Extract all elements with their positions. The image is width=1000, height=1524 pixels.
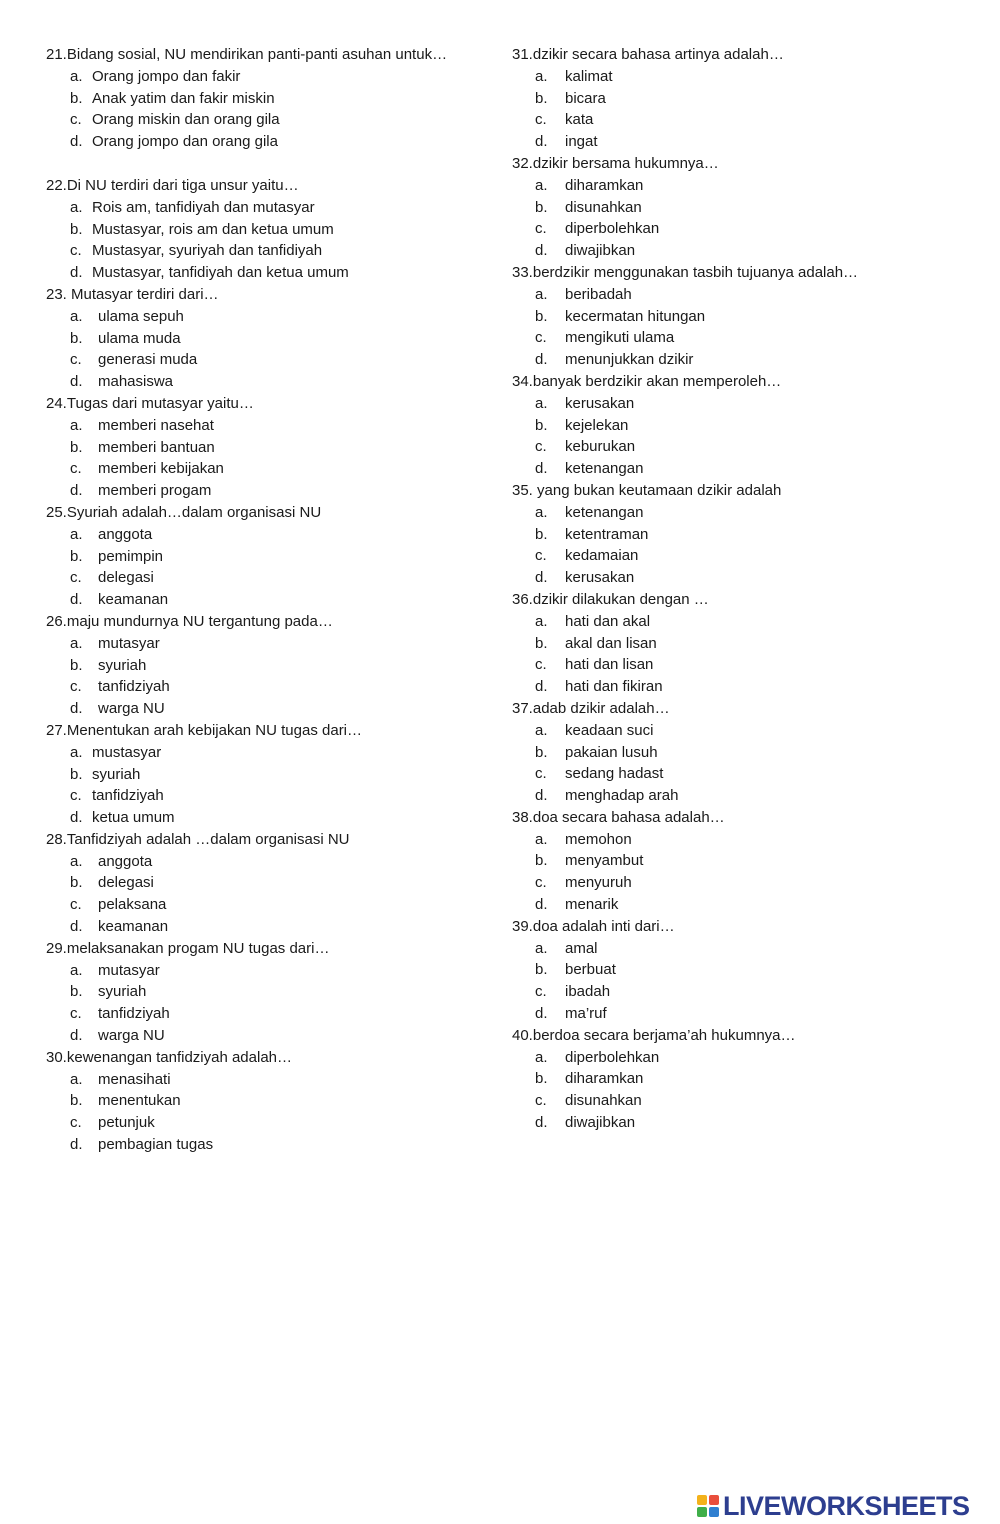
option-text: syuriah — [98, 983, 147, 1001]
answer-option[interactable] — [512, 109, 982, 131]
spacer — [46, 153, 496, 175]
option-letter: d. — [70, 133, 83, 151]
option-text: Orang miskin dan orang gila — [92, 111, 280, 129]
option-letter: a. — [535, 176, 548, 194]
answer-option[interactable] — [46, 546, 496, 568]
answer-option[interactable] — [46, 1134, 496, 1156]
option-letter: b. — [70, 765, 83, 783]
answer-option[interactable] — [46, 328, 496, 350]
answer-option[interactable] — [512, 720, 982, 742]
question-text: 25.Syuriah adalah…dalam organisasi NU — [46, 503, 322, 521]
answer-option[interactable] — [512, 959, 982, 981]
option-text: ketentraman — [565, 525, 649, 543]
answer-option[interactable] — [46, 262, 496, 284]
option-text: pembagian tugas — [98, 1136, 214, 1154]
option-text: memohon — [565, 830, 632, 848]
option-text: diharamkan — [565, 1070, 644, 1088]
question-text: 32.dzikir bersama hukumnya… — [512, 154, 719, 172]
option-text: menunjukkan dzikir — [565, 351, 694, 369]
option-letter: b. — [535, 1070, 548, 1088]
option-letter: d. — [70, 918, 83, 936]
answer-option[interactable] — [46, 807, 496, 829]
option-letter: b. — [535, 198, 548, 216]
option-letter: b. — [535, 961, 548, 979]
question-text: 22.Di NU terdiri dari tiga unsur yaitu… — [46, 176, 299, 194]
option-letter: c. — [70, 569, 82, 587]
answer-option[interactable] — [46, 1025, 496, 1047]
option-letter: d. — [70, 373, 83, 391]
option-text: diwajibkan — [565, 1114, 636, 1132]
option-letter: d. — [535, 242, 548, 260]
answer-option[interactable] — [46, 197, 496, 219]
option-letter: d. — [70, 700, 83, 718]
option-text: kerusakan — [565, 394, 635, 412]
answer-option[interactable] — [46, 981, 496, 1003]
option-text: keadaan suci — [565, 721, 654, 739]
option-letter: d. — [535, 133, 548, 151]
answer-option[interactable] — [512, 545, 982, 567]
option-text: disunahkan — [565, 198, 642, 216]
logo-square-icon — [709, 1495, 719, 1505]
option-letter: d. — [535, 351, 548, 369]
answer-option[interactable] — [46, 872, 496, 894]
option-text: memberi nasehat — [98, 416, 214, 434]
option-letter: a. — [70, 634, 83, 652]
question-text: 39.doa adalah inti dari… — [512, 917, 675, 935]
question-text: 28.Tanfidziyah adalah …dalam organisasi NU — [46, 830, 350, 848]
answer-option[interactable] — [512, 872, 982, 894]
option-letter: c. — [535, 656, 547, 674]
answer-option[interactable] — [512, 240, 982, 262]
option-letter: d. — [70, 264, 83, 282]
option-letter: a. — [535, 939, 548, 957]
option-letter: d. — [535, 1114, 548, 1132]
answer-option[interactable] — [512, 393, 982, 415]
option-letter: c. — [70, 678, 82, 696]
question-text: 27.Menentukan arah kebijakan NU tugas dari… — [46, 721, 363, 739]
answer-option[interactable] — [512, 742, 982, 764]
option-letter: d. — [70, 1027, 83, 1045]
option-text: tanfidziyah — [98, 678, 170, 696]
option-text: ketenangan — [565, 503, 644, 521]
answer-option[interactable] — [512, 218, 982, 240]
option-letter: b. — [535, 89, 548, 107]
answer-option[interactable] — [512, 654, 982, 676]
answer-option[interactable] — [46, 1112, 496, 1134]
option-letter: b. — [70, 438, 83, 456]
option-text: delegasi — [98, 569, 154, 587]
answer-option[interactable] — [512, 458, 982, 480]
option-text: keburukan — [565, 438, 636, 456]
question-text: 37.adab dzikir adalah… — [512, 699, 670, 717]
option-text: hati dan lisan — [565, 656, 654, 674]
option-letter: c. — [70, 787, 82, 805]
option-letter: d. — [70, 1136, 83, 1154]
answer-option[interactable] — [46, 415, 496, 437]
option-text: menyuruh — [565, 874, 632, 892]
option-text: ketua umum — [92, 809, 175, 827]
option-letter: d. — [70, 482, 83, 500]
answer-option[interactable] — [46, 458, 496, 480]
option-text: kejelekan — [565, 416, 629, 434]
answer-option[interactable] — [512, 524, 982, 546]
option-text: Anak yatim dan fakir miskin — [92, 89, 275, 107]
option-text: menarik — [565, 896, 619, 914]
option-text: keamanan — [98, 918, 169, 936]
option-text: hati dan fikiran — [565, 678, 663, 696]
liveworksheets-logo[interactable] — [697, 1491, 970, 1521]
option-letter: a. — [535, 612, 548, 630]
question-text: 29.melaksanakan progam NU tugas dari… — [46, 939, 330, 957]
option-text: tanfidziyah — [98, 1005, 170, 1023]
option-letter: b. — [70, 547, 83, 565]
option-text: menyambut — [565, 852, 644, 870]
right-question-column — [512, 44, 982, 1134]
answer-option[interactable] — [46, 785, 496, 807]
option-text: mustasyar — [92, 743, 162, 761]
option-text: warga NU — [98, 700, 165, 718]
option-letter: c. — [535, 547, 547, 565]
option-letter: c. — [70, 242, 82, 260]
question-text: 31.dzikir secara bahasa artinya adalah… — [512, 46, 784, 63]
answer-option[interactable] — [46, 480, 496, 502]
option-text: pemimpin — [98, 547, 164, 565]
option-text: mutasyar — [98, 634, 160, 652]
answer-option[interactable] — [46, 960, 496, 982]
question-text: 36.dzikir dilakukan dengan … — [512, 590, 709, 608]
option-text: mahasiswa — [98, 373, 174, 391]
option-text: Orang jompo dan fakir — [92, 67, 241, 85]
answer-option[interactable] — [46, 437, 496, 459]
option-letter: a. — [535, 285, 548, 303]
answer-option[interactable] — [46, 742, 496, 764]
option-letter: d. — [70, 809, 83, 827]
option-text: sedang hadast — [565, 765, 664, 783]
option-text: bicara — [565, 89, 606, 107]
option-letter: b. — [70, 983, 83, 1001]
option-letter: c. — [70, 460, 82, 478]
logo-square-icon — [709, 1507, 719, 1517]
answer-option[interactable] — [512, 88, 982, 110]
option-letter: c. — [535, 765, 547, 783]
answer-option[interactable] — [46, 349, 496, 371]
option-letter: d. — [535, 678, 548, 696]
option-text: menghadap arah — [565, 787, 679, 805]
option-text: berbuat — [565, 961, 616, 979]
left-question-column — [46, 44, 496, 1156]
answer-option[interactable] — [46, 371, 496, 393]
option-letter: d. — [535, 787, 548, 805]
answer-option[interactable] — [46, 240, 496, 262]
option-text: anggota — [98, 852, 153, 870]
option-letter: b. — [535, 525, 548, 543]
option-letter: c. — [535, 438, 547, 456]
option-letter: b. — [535, 634, 548, 652]
option-letter: c. — [70, 111, 82, 129]
answer-option[interactable] — [512, 349, 982, 371]
option-letter: a. — [70, 743, 83, 761]
option-letter: a. — [535, 830, 548, 848]
answer-option[interactable] — [512, 306, 982, 328]
option-letter: b. — [535, 307, 548, 325]
option-text: anggota — [98, 525, 153, 543]
answer-option[interactable] — [46, 131, 496, 153]
option-text: memberi kebijakan — [98, 460, 224, 478]
option-letter: a. — [535, 503, 548, 521]
option-letter: c. — [535, 220, 547, 238]
answer-option[interactable] — [512, 633, 982, 655]
option-text: diharamkan — [565, 176, 644, 194]
option-letter: b. — [70, 89, 83, 107]
option-letter: d. — [535, 1005, 548, 1023]
option-text: warga NU — [98, 1027, 165, 1045]
answer-option[interactable] — [46, 109, 496, 131]
option-letter: a. — [535, 721, 548, 739]
option-letter: c. — [535, 111, 547, 129]
answer-option[interactable] — [46, 894, 496, 916]
option-letter: c. — [70, 1114, 82, 1132]
option-text: menasihati — [98, 1070, 171, 1088]
answer-option[interactable] — [46, 589, 496, 611]
question-text: 34.banyak berdzikir akan memperoleh… — [512, 372, 782, 390]
option-text: kedamaian — [565, 547, 639, 565]
option-letter: c. — [535, 329, 547, 347]
answer-option[interactable] — [46, 633, 496, 655]
answer-option[interactable] — [512, 763, 982, 785]
answer-option[interactable] — [512, 850, 982, 872]
option-text: memberi bantuan — [98, 438, 215, 456]
option-text: menentukan — [98, 1092, 181, 1110]
option-letter: b. — [535, 416, 548, 434]
option-letter: b. — [535, 852, 548, 870]
option-text: memberi progam — [98, 482, 212, 500]
option-letter: c. — [535, 1092, 547, 1110]
option-letter: a. — [70, 852, 83, 870]
option-text: akal dan lisan — [565, 634, 657, 652]
answer-option[interactable] — [512, 436, 982, 458]
option-letter: d. — [535, 896, 548, 914]
option-letter: a. — [535, 67, 548, 85]
option-letter: a. — [70, 416, 83, 434]
option-text: generasi muda — [98, 351, 198, 369]
option-letter: d. — [70, 591, 83, 609]
option-text: Mustasyar, syuriyah dan tanfidiyah — [92, 242, 323, 260]
option-text: hati dan akal — [565, 612, 651, 630]
answer-option[interactable] — [512, 829, 982, 851]
answer-option[interactable] — [46, 306, 496, 328]
option-letter: a. — [535, 394, 548, 412]
answer-option[interactable] — [46, 524, 496, 546]
answer-option[interactable] — [512, 611, 982, 633]
option-text: mutasyar — [98, 961, 160, 979]
answer-option[interactable] — [512, 938, 982, 960]
answer-option[interactable] — [512, 502, 982, 524]
answer-option[interactable] — [46, 1069, 496, 1091]
option-letter: b. — [70, 220, 83, 238]
answer-option[interactable] — [512, 1068, 982, 1090]
option-letter: b. — [70, 874, 83, 892]
logo-square-icon — [697, 1495, 707, 1505]
option-text: diperbolehkan — [565, 220, 660, 238]
question-text: 40.berdoa secara berjama’ah hukumnya… — [512, 1026, 796, 1044]
option-letter: a. — [535, 1048, 548, 1066]
question-text: 23. Mutasyar terdiri dari… — [46, 285, 219, 303]
option-letter: b. — [70, 656, 83, 674]
option-text: diperbolehkan — [565, 1048, 660, 1066]
option-text: ulama sepuh — [98, 307, 184, 325]
answer-option[interactable] — [512, 327, 982, 349]
option-letter: a. — [70, 198, 83, 216]
option-letter: b. — [535, 743, 548, 761]
logo-mark-icon — [697, 1495, 719, 1517]
option-letter: d. — [535, 460, 548, 478]
option-text: Orang jompo dan orang gila — [92, 133, 278, 151]
option-text: ibadah — [565, 983, 611, 1001]
logo-text: LIVEWORKSHEETS — [723, 1490, 970, 1521]
option-text: syuriah — [98, 656, 147, 674]
question-text: 38.doa secara bahasa adalah… — [512, 808, 725, 826]
option-text: kata — [565, 111, 594, 129]
answer-option[interactable] — [512, 1090, 982, 1112]
option-letter: c. — [70, 351, 82, 369]
answer-option[interactable] — [512, 1003, 982, 1025]
option-letter: a. — [70, 525, 83, 543]
question-text: 33.berdzikir menggunakan tasbih tujuanya adalah… — [512, 263, 859, 281]
option-text: Mustasyar, tanfidiyah dan ketua umum — [92, 264, 349, 282]
question-text: 24.Tugas dari mutasyar yaitu… — [46, 394, 254, 412]
answer-option[interactable] — [512, 676, 982, 698]
option-letter: c. — [70, 896, 82, 914]
option-text: petunjuk — [98, 1114, 155, 1132]
answer-option[interactable] — [512, 981, 982, 1003]
question-text: 35. yang bukan keutamaan dzikir adalah — [512, 481, 782, 499]
option-text: ketenangan — [565, 460, 644, 478]
option-letter: a. — [70, 307, 83, 325]
option-text: kerusakan — [565, 569, 635, 587]
option-text: Rois am, tanfidiyah dan mutasyar — [92, 198, 315, 216]
answer-option[interactable] — [46, 219, 496, 241]
option-letter: c. — [535, 983, 547, 1001]
option-letter: b. — [70, 1092, 83, 1110]
answer-option[interactable] — [512, 1047, 982, 1069]
option-text: keamanan — [98, 591, 169, 609]
answer-option[interactable] — [512, 175, 982, 197]
question-text: 30.kewenangan tanfidziyah adalah… — [46, 1048, 293, 1066]
option-text: ingat — [565, 133, 598, 151]
option-text: ma’ruf — [565, 1005, 607, 1023]
option-letter: a. — [70, 67, 83, 85]
answer-option[interactable] — [46, 676, 496, 698]
option-text: tanfidziyah — [92, 787, 164, 805]
logo-square-icon — [697, 1507, 707, 1517]
option-text: disunahkan — [565, 1092, 642, 1110]
option-text: amal — [565, 939, 598, 957]
question-text: 26.maju mundurnya NU tergantung pada… — [46, 612, 333, 630]
option-text: kalimat — [565, 67, 613, 85]
option-text: delegasi — [98, 874, 154, 892]
answer-option[interactable] — [46, 698, 496, 720]
option-letter: c. — [70, 1005, 82, 1023]
question-text: 21.Bidang sosial, NU mendirikan panti-panti asuhan untuk… — [46, 46, 448, 63]
answer-option[interactable] — [512, 284, 982, 306]
answer-option[interactable] — [46, 916, 496, 938]
answer-option[interactable] — [46, 851, 496, 873]
option-letter: d. — [535, 569, 548, 587]
option-text: mengikuti ulama — [565, 329, 675, 347]
option-text: ulama muda — [98, 329, 181, 347]
answer-option[interactable] — [46, 567, 496, 589]
answer-option[interactable] — [512, 1112, 982, 1134]
answer-option[interactable] — [46, 66, 496, 88]
option-text: beribadah — [565, 285, 632, 303]
answer-option[interactable] — [46, 655, 496, 677]
answer-option[interactable] — [512, 66, 982, 88]
option-text: kecermatan hitungan — [565, 307, 706, 325]
option-letter: c. — [535, 874, 547, 892]
answer-option[interactable] — [46, 1003, 496, 1025]
option-text: pakaian lusuh — [565, 743, 658, 761]
option-text: syuriah — [92, 765, 141, 783]
option-text: pelaksana — [98, 896, 167, 914]
option-letter: a. — [70, 1070, 83, 1088]
answer-option[interactable] — [512, 197, 982, 219]
answer-option[interactable] — [512, 785, 982, 807]
option-text: diwajibkan — [565, 242, 636, 260]
answer-option[interactable] — [512, 894, 982, 916]
option-letter: a. — [70, 961, 83, 979]
answer-option[interactable] — [46, 88, 496, 110]
answer-option[interactable] — [46, 1090, 496, 1112]
option-text: Mustasyar, rois am dan ketua umum — [92, 220, 334, 238]
answer-option[interactable] — [512, 415, 982, 437]
answer-option[interactable] — [512, 131, 982, 153]
option-letter: b. — [70, 329, 83, 347]
answer-option[interactable] — [512, 567, 982, 589]
answer-option[interactable] — [46, 764, 496, 786]
